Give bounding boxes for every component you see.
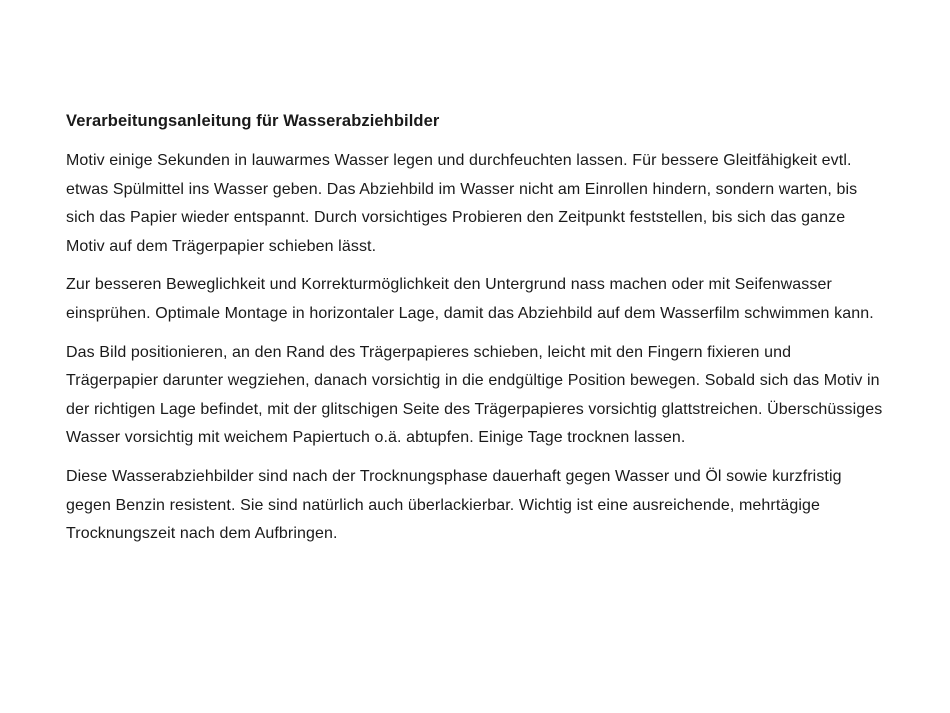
- paragraph-surface-preparation: Zur besseren Beweglichkeit und Korrekturmöglichkeit den Untergrund nass machen oder mit Seifenwasser einsprühen. Optimale Montage in horizontaler Lage, damit das Abziehbild auf dem Wasserfilm schwimmen kann.: [66, 276, 874, 322]
- paragraph-drying-resistance-notes: Diese Wasserabziehbilder sind nach der Trocknungsphase dauerhaft gegen Wasser und Öl sowie kurzfristig gegen Benzin resistent. Sie sind natürlich auch überlackierbar. Wichtig ist eine ausreichende, mehrtägige Trocknungszeit nach dem Aufbringen.: [66, 467, 842, 543]
- paragraph-positioning-instructions: Das Bild positionieren, an den Rand des Trägerpapieres schieben, leicht mit den Fingern fixieren und Trägerpapier darunter wegziehen, danach vorsichtig in die endgültige Position bewegen. Sobald sich das Motiv in der richtigen Lage befindet, mit der glitschigen Seite des Trägerpapieres vorsichtig glattstreichen. Überschüssiges Wasser vorsichtig mit weichem Papiertuch o.ä. abtupfen. Einige Tage trocknen lassen.: [66, 343, 883, 447]
- paragraph-soaking-instructions: Motiv einige Sekunden in lauwarmes Wasser legen und durchfeuchten lassen. Für bessere Gleitfähigkeit evtl. etwas Spülmittel ins Wasser geben. Das Abziehbild im Wasser nicht am Einrollen hindern, sondern warten, bis sich das Papier wieder entspannt. Durch vorsichtiges Probieren den Zeitpunkt feststellen, bis sich das ganze Motiv auf dem Trägerpapier schieben lässt.: [66, 152, 858, 255]
- document-title: Verarbeitungsanleitung für Wasserabziehbilder: [66, 112, 440, 130]
